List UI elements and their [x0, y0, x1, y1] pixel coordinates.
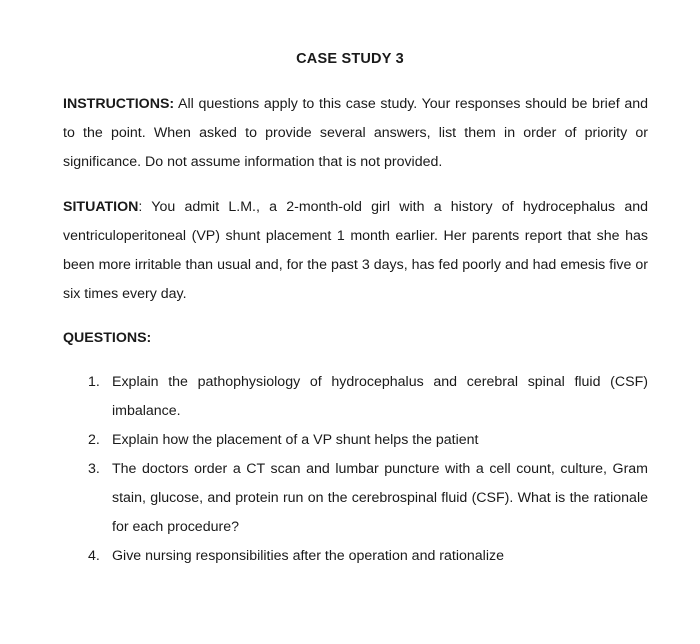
situation-paragraph — [63, 193, 648, 309]
instructions-paragraph — [63, 90, 648, 177]
situation-label: SITUATION — [63, 199, 139, 215]
question-item — [88, 542, 648, 571]
question-number: 1. — [88, 374, 100, 390]
instructions-label: INSTRUCTIONS: — [63, 96, 175, 112]
question-item — [88, 368, 648, 426]
question-item — [88, 455, 648, 542]
question-number: 3. — [88, 461, 100, 477]
document-title: CASE STUDY 3 — [296, 51, 404, 67]
questions-list — [88, 368, 648, 571]
instructions-text: All questions apply to this case study. Your responses should be brief and to the point. When asked to provide several answers, list them in order of priority or significance. Do not assume information that is not provided. — [63, 96, 648, 170]
question-number: 2. — [88, 432, 100, 448]
question-text: Give nursing responsibilities after the operation and rationalize — [112, 548, 504, 564]
question-number: 4. — [88, 548, 100, 564]
question-item — [88, 426, 648, 455]
questions-heading: QUESTIONS: — [63, 330, 152, 346]
question-text: Explain how the placement of a VP shunt helps the patient — [112, 432, 479, 448]
question-text: The doctors order a CT scan and lumbar puncture with a cell count, culture, Gram stain, glucose, and protein run on the cerebrospinal fluid (CSF). What is the rationale for each procedure? — [112, 461, 648, 535]
question-text: Explain the pathophysiology of hydrocephalus and cerebral spinal fluid (CSF) imbalance. — [112, 374, 648, 419]
situation-text: : You admit L.M., a 2-month-old girl with a history of hydrocephalus and ventriculoperitoneal (VP) shunt placement 1 month earlier. Her parents report that she has been more irritable than usual and, for the past 3 days, has fed poorly and had emesis five or six times every day. — [63, 199, 648, 302]
